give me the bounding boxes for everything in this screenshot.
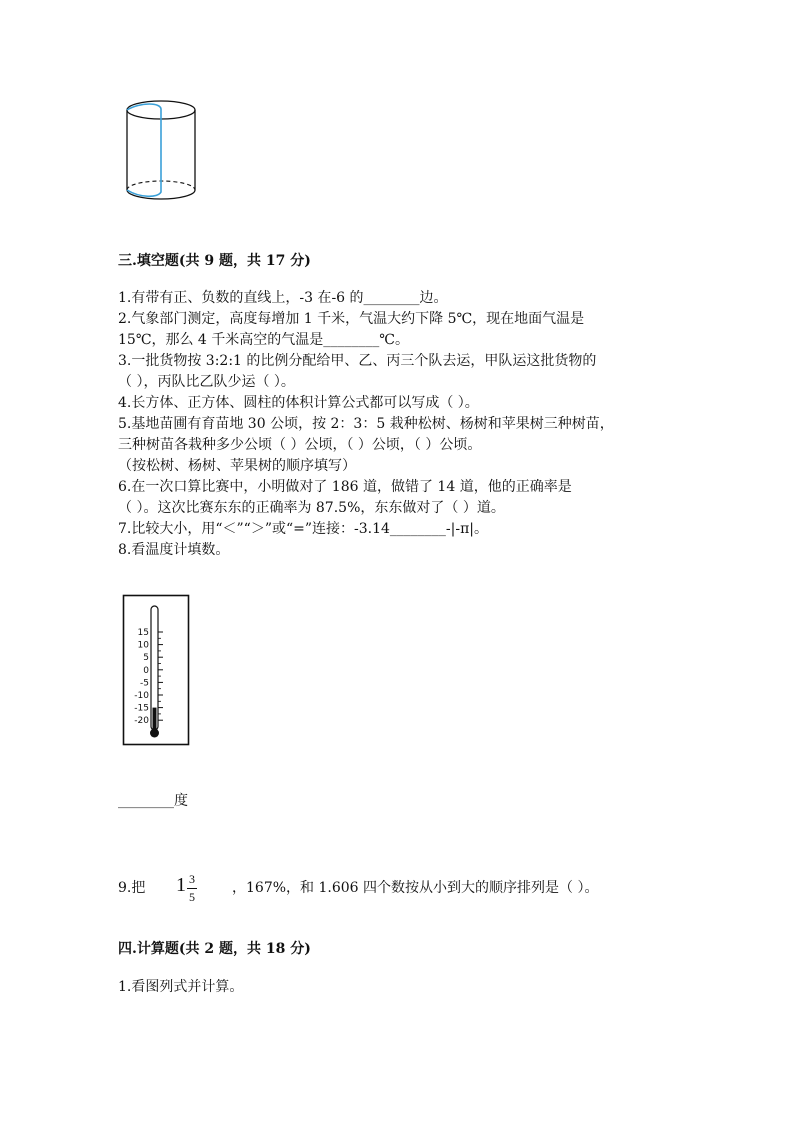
calc-question-1: 1.看图列式并计算。 — [118, 979, 244, 995]
cylinder-figure — [118, 96, 204, 212]
question-3-line-2: （ ），丙队比乙队少运（ ）。 — [118, 374, 295, 390]
question-7: 7.比较大小，用“＜”“＞”或“=”连接：-3.14________-|-π|。 — [118, 521, 489, 537]
tick-label: 5 — [143, 653, 149, 664]
q9-denominator: 5 — [189, 890, 195, 904]
question-2-line-2: 15℃，那么 4 千米高空的气温是________℃。 — [118, 332, 409, 348]
thermometer-figure — [122, 594, 190, 746]
question-3-line-1: 3.一批货物按 3:2:1 的比例分配给甲、乙、丙三个队去运，甲队运这批货物的 — [118, 353, 597, 369]
question-5-line-3: （按松树、杨树、苹果树的顺序填写） — [118, 458, 356, 474]
question-6-line-1: 6.在一次口算比赛中，小明做对了 186 道，做错了 14 道，他的正确率是 — [118, 479, 572, 495]
question-2-line-1: 2.气象部门测定，高度每增加 1 千米，气温大约下降 5℃，现在地面气温是 — [118, 311, 585, 327]
tick-label: -10 — [134, 691, 149, 701]
question-1: 1.有带有正、负数的直线上，-3 在-6 的________边。 — [118, 290, 448, 306]
tick-label: -15 — [134, 703, 149, 714]
question-5-line-2: 三种树苗各栽种多少公顷（ ）公顷，（ ）公顷，（ ）公顷。 — [118, 437, 482, 453]
q9-whole-number: 1 — [176, 874, 186, 896]
tick-label: 10 — [137, 640, 149, 651]
tick-label: 15 — [137, 628, 149, 638]
question-9-suffix: ，167%，和 1.606 四个数按从小到大的顺序排列是（ ）。 — [232, 880, 599, 896]
q9-numerator: 3 — [189, 872, 195, 886]
mercury-column — [153, 708, 157, 732]
question-6-line-2: （ ）。这次比赛东东的正确率为 87.5%，东东做对了（ ）道。 — [118, 500, 505, 516]
tick-label: 0 — [143, 665, 149, 676]
question-8: 8.看温度计填数。 — [118, 542, 230, 558]
question-5-line-1: 5.基地苗圃有育苗地 30 公顷，按 2：3：5 栽种松树、杨树和苹果树三种树苗， — [118, 416, 614, 432]
tick-label: -20 — [134, 716, 149, 727]
question-4: 4.长方体、正方体、圆柱的体积计算公式都可以写成（ ）。 — [118, 395, 479, 411]
tick-label: -5 — [140, 678, 149, 689]
question-9-prefix: 9.把 — [118, 880, 146, 896]
section-title-fill-blank: 三.填空题(共 9 题，共 17 分) — [118, 253, 311, 269]
thermometer-answer-line: ________度 — [118, 793, 188, 809]
q9-fraction-bar — [187, 888, 197, 889]
section-title-calculation: 四.计算题(共 2 题，共 18 分) — [118, 941, 311, 957]
